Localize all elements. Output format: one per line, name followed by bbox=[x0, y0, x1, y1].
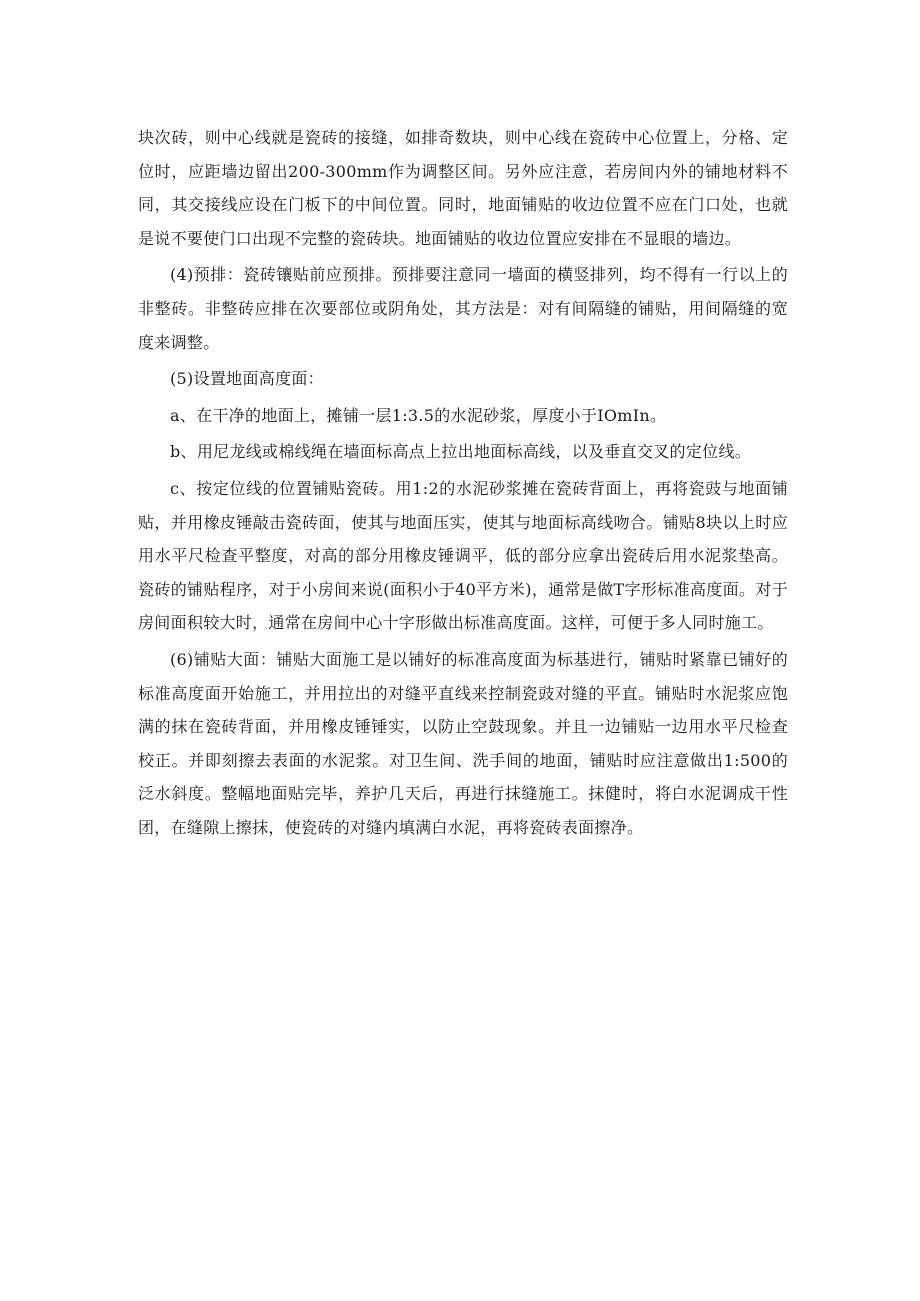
paragraph-large-area-tiling: (6)铺贴大面：铺贴大面施工是以铺好的标准高度面为标基进行，铺贴时紧靠已铺好的标准高度面开始施工，并用拉出的对缝平直线来控制瓷豉对缝的平直。铺贴时水泥浆应饱满的抹在瓷砖背面，并用橡皮锤锤实，以防止空鼓现象。并且一边铺贴一边用水平尺检查校正。并即刻擦去表面的水泥浆。对卫生间、洗手间的地面，铺贴时应注意做出1:500的泛水斜度。整幅地面贴完毕，养护几天后，再进行抹缝施工。抹健时，将白水泥调成干性团，在缝隙上擦抹，使瓷砖的对缝内填满白水泥，再将瓷砖表面擦净。 bbox=[138, 649, 788, 837]
paragraph-step-a: a、在干净的地面上，摊铺一层1:3.5的水泥砂浆，厚度小于IOmIn。 bbox=[170, 405, 667, 425]
document-body bbox=[138, 121, 788, 844]
paragraph-step-c: c、按定位线的位置铺贴瓷砖。用1:2的水泥砂浆摊在瓷砖背面上，再将瓷豉与地面铺贴，并用橡皮锤敲击瓷砖面，使其与地面压实，使其与地面标高线吻合。铺贴8块以上时应用水平尺检查平整度，对高的部分用橡皮锤调平，低的部分应拿出瓷砖后用水泥浆垫高。瓷砖的铺贴程序，对于小房间来说(面积小于40平方米)，通常是做T字形标准高度面。对于房间面积较大时，通常在房间中心十字形做出标准高度面。这样，可便于多人同时施工。 bbox=[138, 478, 788, 633]
paragraph-layout-continuation: 块次砖，则中心线就是瓷砖的接缝，如排奇数块，则中心线在瓷砖中心位置上，分格、定位时，应距墙边留出200-300mm作为调整区间。另外应注意，若房间内外的铺地材料不同，其交接线应设在门板下的中间位置。同时，地面铺贴的收边位置不应在门口处，也就是说不要使门口出现不完整的瓷砖块。地面铺贴的收边位置应安排在不显眼的墙边。 bbox=[138, 128, 788, 248]
paragraph-pre-arrangement: (4)预排：瓷砖镶贴前应预排。预排要注意同一墙面的横竖排列，均不得有一行以上的非整砖。非整砖应排在次要部位或阴角处，其方法是：对有间隔缝的铺贴，用间隔缝的宽度来调整。 bbox=[138, 265, 788, 352]
paragraph-step-b: b、用尼龙线或棉线绳在墙面标高点上拉出地面标高线，以及垂直交叉的定位线。 bbox=[170, 442, 752, 462]
paragraph-floor-height-heading: (5)设置地面高度面： bbox=[170, 369, 324, 389]
